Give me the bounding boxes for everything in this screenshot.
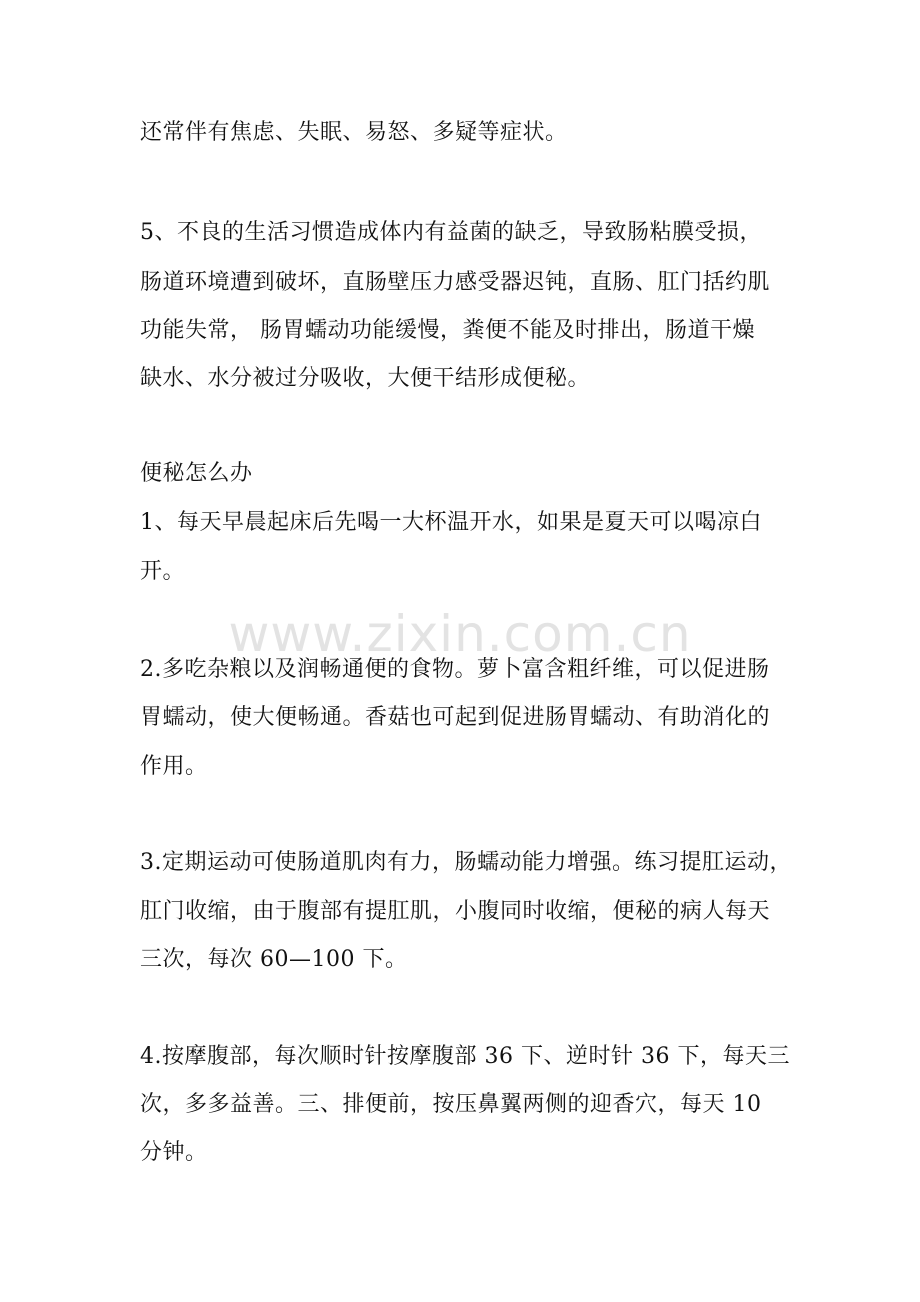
paragraph-line: 作用。 <box>140 754 208 779</box>
paragraph-line: 肛门收缩，由于腹部有提肛肌，小腹同时收缩，便秘的病人每天 <box>140 899 771 924</box>
paragraph-line: 次，多多益善。三、排便前，按压鼻翼两侧的迎香穴，每天 10 <box>140 1092 762 1117</box>
paragraph-line: 还常伴有焦虑、失眠、易怒、多疑等症状。 <box>140 120 568 145</box>
section-heading: 便秘怎么办 <box>140 461 253 486</box>
paragraph-line: 肠道环境遭到破坏，直肠壁压力感受器迟钝，直肠、肛门括约肌 <box>140 270 771 295</box>
paragraph-line: 1、每天早晨起床后先喝一大杯温开水，如果是夏天可以喝凉白 <box>140 510 762 535</box>
paragraph-line: 2.多吃杂粮以及润畅通便的食物。萝卜富含粗纤维，可以促进肠 <box>140 657 770 682</box>
paragraph-line: 5、不良的生活习惯造成体内有益菌的缺乏，导致肠粘膜受损， <box>140 220 762 245</box>
paragraph-line: 3.定期运动可使肠道肌肉有力，肠蠕动能力增强。练习提肛运动， <box>140 850 792 875</box>
paragraph-line: 分钟。 <box>140 1140 208 1165</box>
paragraph-line: 4.按摩腹部，每次顺时针按摩腹部 36 下、逆时针 36 下，每天三 <box>140 1044 790 1069</box>
watermark: www.zixin.com.cn <box>228 605 692 663</box>
paragraph-line: 三次，每次 60—100 下。 <box>140 947 408 972</box>
paragraph-line: 胃蠕动，使大便畅通。香菇也可起到促进肠胃蠕动、有助消化的 <box>140 705 771 730</box>
paragraph-line: 开。 <box>140 559 186 584</box>
paragraph-line: 功能失常， 肠胃蠕动功能缓慢，粪便不能及时排出，肠道干燥 <box>140 318 755 343</box>
paragraph-line: 缺水、水分被过分吸收，大便干结形成便秘。 <box>140 366 591 391</box>
